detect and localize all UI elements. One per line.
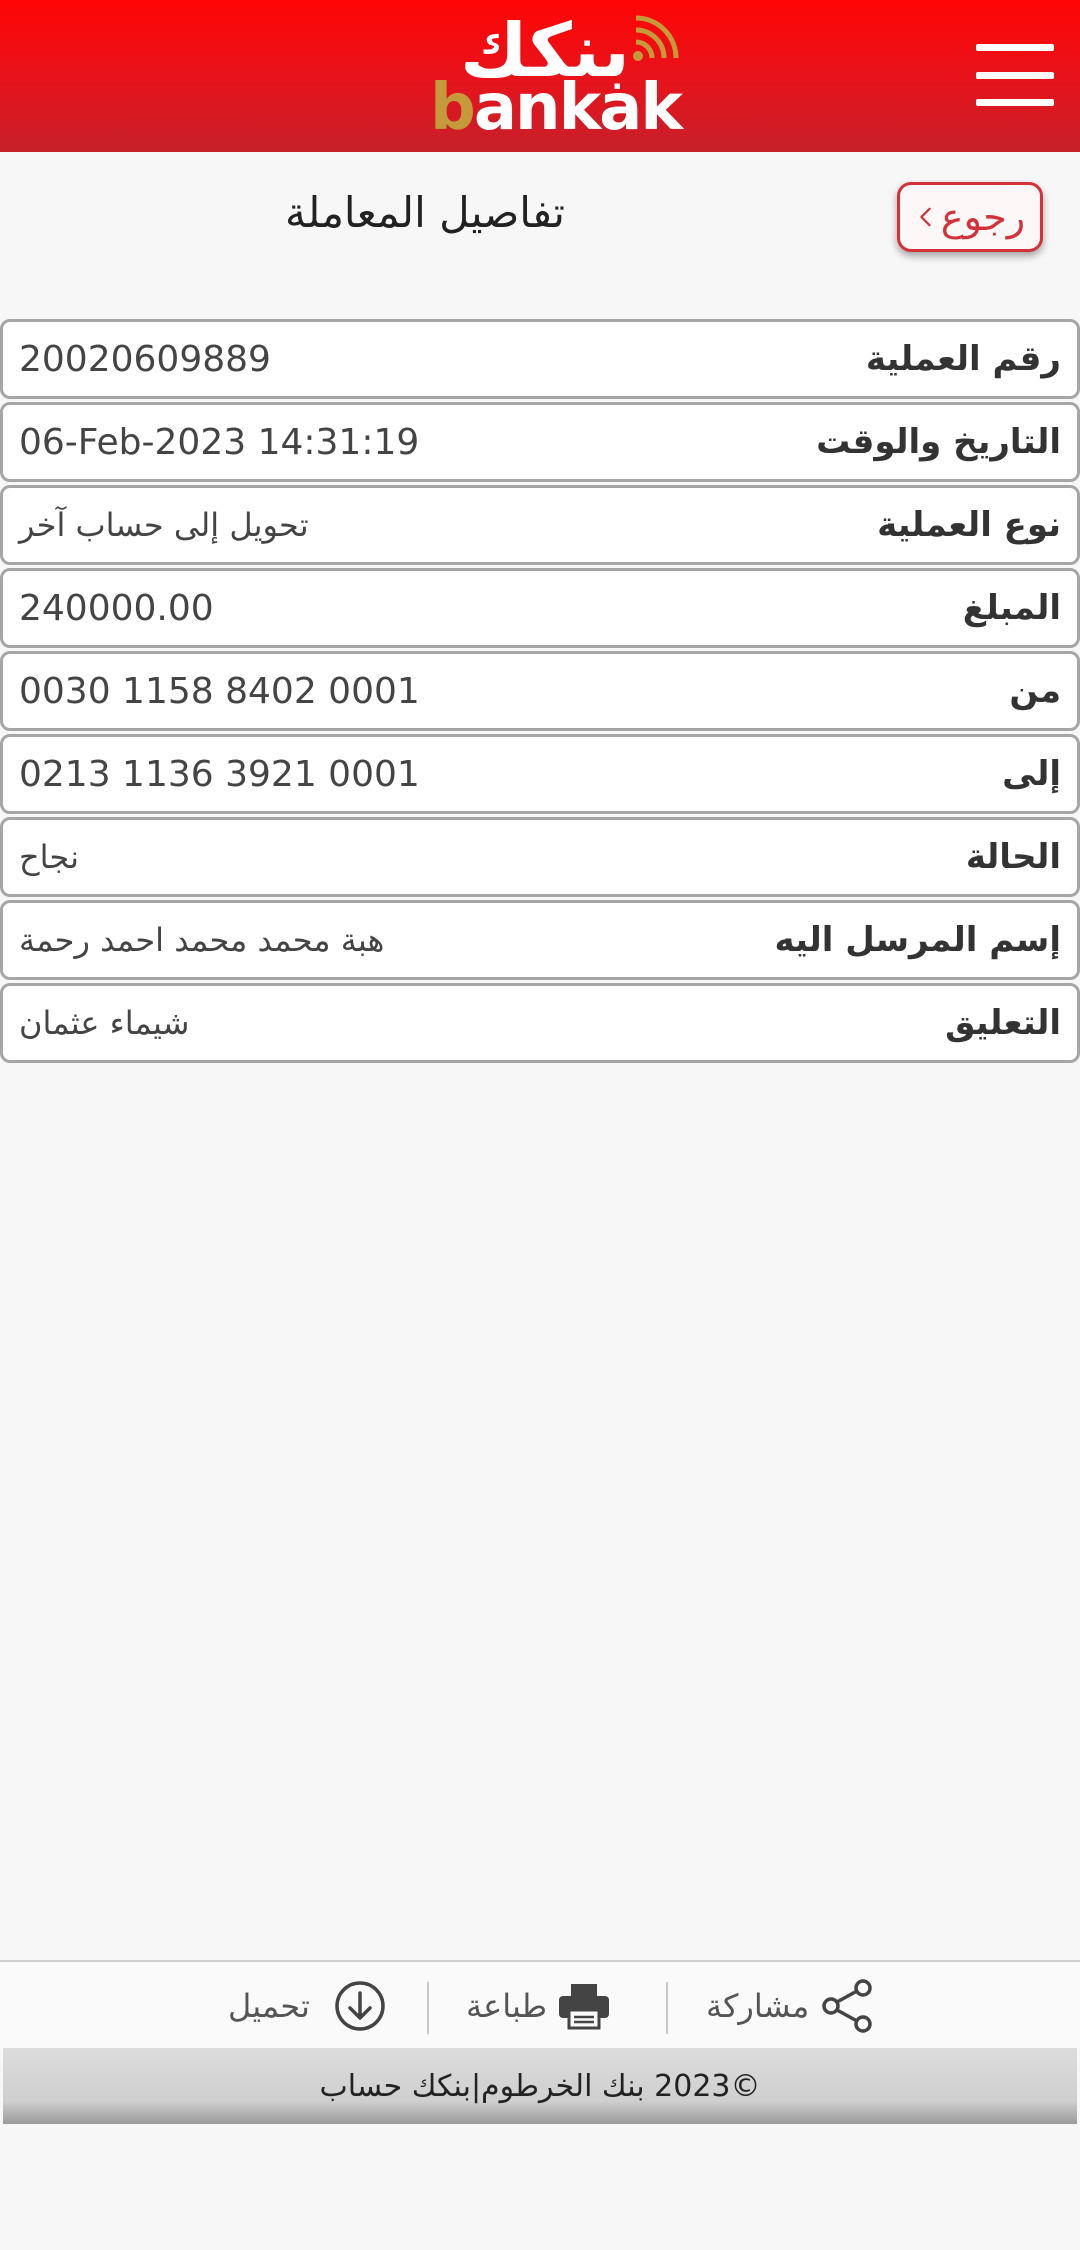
detail-row-status <box>0 817 1080 897</box>
share-button[interactable] <box>706 1962 875 2050</box>
detail-row-date-time <box>0 402 1080 482</box>
logo-arabic-text: بنكك <box>460 8 630 94</box>
detail-value: نجاح <box>19 838 79 876</box>
download-button[interactable] <box>228 1962 388 2050</box>
detail-value: 06-Feb-2023 14:31:19 <box>19 421 420 463</box>
title-bar <box>0 152 1080 302</box>
hamburger-menu-icon[interactable] <box>976 44 1054 106</box>
detail-row-operation-type <box>0 485 1080 565</box>
printer-icon <box>557 1982 611 2030</box>
detail-label: رقم العملية <box>865 339 1061 379</box>
detail-label: نوع العملية <box>877 505 1061 545</box>
detail-label: من <box>1009 671 1061 711</box>
detail-row-amount <box>0 568 1080 648</box>
download-label: تحميل <box>228 1987 310 2025</box>
bankak-logo <box>430 8 690 148</box>
footer-bar <box>3 2048 1077 2124</box>
detail-row-comment <box>0 983 1080 1063</box>
action-bar <box>0 1960 1080 2048</box>
detail-label: الحالة <box>965 837 1061 877</box>
detail-row-operation-number <box>0 319 1080 399</box>
logo-english-text: bankak <box>430 71 681 145</box>
detail-label: المبلغ <box>962 588 1061 628</box>
print-label: طباعة <box>466 1987 548 2025</box>
detail-value: 20020609889 <box>19 338 271 380</box>
signal-waves-icon <box>630 14 680 64</box>
detail-value: تحويل إلى حساب آخر <box>19 506 309 544</box>
app-header <box>0 0 1080 152</box>
action-divider <box>427 1982 429 2034</box>
detail-row-from-account <box>0 651 1080 731</box>
back-button[interactable] <box>897 182 1043 252</box>
detail-row-to-account <box>0 734 1080 814</box>
action-divider <box>666 1982 668 2034</box>
share-label: مشاركة <box>706 1987 810 2025</box>
page-title: تفاصيل المعاملة <box>285 188 565 237</box>
detail-label: التعليق <box>945 1003 1061 1043</box>
detail-label: إلى <box>1002 754 1061 794</box>
back-button-label: رجوع <box>940 195 1026 239</box>
detail-value: 0213 1136 3921 0001 <box>19 753 420 795</box>
detail-value: 0030 1158 8402 0001 <box>19 670 420 712</box>
download-icon <box>332 1978 388 2034</box>
chevron-left-icon <box>915 207 935 227</box>
detail-label: إسم المرسل اليه <box>774 920 1061 960</box>
share-icon <box>819 1978 875 2034</box>
print-button[interactable] <box>466 1962 611 2050</box>
detail-value: شيماء عثمان <box>19 1004 190 1042</box>
transaction-details-list <box>0 319 1080 1066</box>
detail-value: هبة محمد محمد احمد رحمة <box>19 921 385 959</box>
copyright-text: ©2023 بنك الخرطوم|بنكك حساب <box>319 2068 761 2104</box>
detail-value: 240000.00 <box>19 587 214 629</box>
detail-label: التاريخ والوقت <box>816 422 1061 462</box>
detail-row-recipient-name <box>0 900 1080 980</box>
